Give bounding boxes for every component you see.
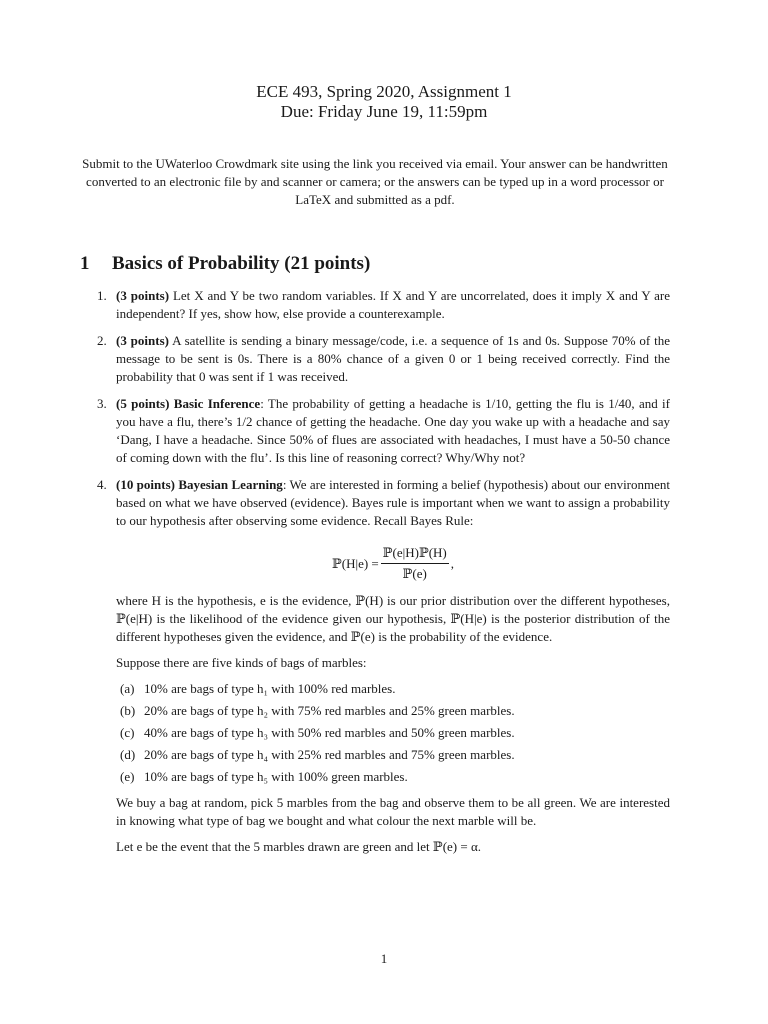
problem-points: (3 points) [116, 288, 170, 303]
event-definition: Let e be the event that the 5 marbles drawn are green and let ℙ(e) = α. [116, 839, 482, 854]
section-title: Basics of Probability (21 points) [112, 253, 371, 274]
bag-types-list [116, 680, 670, 786]
problem-points: (10 points) Bayesian Learning [116, 477, 283, 492]
section-number: 1 [80, 253, 90, 274]
problem-text [116, 287, 670, 323]
bag-type-text: 10% are bags of type h₁ with 100% red marbles. [144, 681, 396, 696]
problem-body: : The probability of getting a headache is 1/10, getting the flu is 1/40, and if you have a flu, there’s 1/2 chance of getting the headache. One day you wake up with a headache and say ‘Dang, I have a headache. Since 50% of flues are associated with headaches, I must have a 50-50 chance of coming down with the flu’. Is this line of reasoning correct? Why/Why not? [116, 396, 670, 465]
equation-numerator: ℙ(e|H)ℙ(H) [381, 544, 449, 564]
submission-instructions: Submit to the UWaterloo Crowdmark site using the link you received via email. Your answer can be handwritten converted to an electronic file by and scanner or camera; or the answers can be typed up in a word processor or LaTeX and submitted as a pdf. [82, 156, 668, 207]
problem-text [116, 476, 670, 530]
bag-type-label: (c) [120, 725, 135, 740]
equation-explanation: where H is the hypothesis, e is the evidence, ℙ(H) is our prior distribution over the different hypotheses, ℙ(e|H) is the likelihood of the evidence given our hypothesis, ℙ(H|e) is the posterior distribution of the different hypotheses given the evidence, and ℙ(e) is the probability of the evidence. [116, 593, 670, 644]
problem-body: : We are interested in forming a belief (hypothesis) about our environment based on what we have observed (evidence). Bayes rule is important when we want to assign a probability to our hypothesis after observing some evidence. Recall Bayes Rule: [116, 477, 671, 528]
bag-type-label: (a) [120, 681, 135, 696]
problem-2 [80, 332, 670, 386]
problem-text [116, 395, 670, 467]
equation-fraction [381, 544, 449, 583]
bayes-rule-equation [116, 544, 670, 582]
problem-list [80, 287, 670, 865]
problem-points: (5 points) Basic Inference [116, 396, 261, 411]
bag-types-intro: Suppose there are five kinds of bags of marbles: [116, 655, 367, 670]
problem-3 [80, 395, 670, 467]
bag-type-text: 20% are bags of type h₂ with 75% red marbles and 25% green marbles. [144, 703, 515, 718]
document-title [0, 82, 768, 122]
problem-points: (3 points) [116, 333, 169, 348]
bag-type-text: 40% are bags of type h₃ with 50% red marbles and 50% green marbles. [144, 725, 515, 740]
problem-number: 1. [97, 288, 107, 303]
bag-type-item [116, 702, 670, 720]
bag-type-text: 10% are bags of type h₅ with 100% green marbles. [144, 769, 408, 784]
problem-text [116, 332, 670, 386]
section-heading [80, 252, 680, 276]
page-number: 1 [380, 951, 388, 966]
bag-type-text: 20% are bags of type h₄ with 25% red marbles and 75% green marbles. [144, 747, 515, 762]
problem-body: A satellite is sending a binary message/code, i.e. a sequence of 1s and 0s. Suppose 70% of the message to be sent is 0s. There is a 80% chance of a given 0 or 1 being received correctly. Find the probability that 0 was sent if 1 was received. [116, 333, 670, 384]
problem-number: 4. [97, 477, 107, 492]
problem-4 [80, 476, 670, 856]
experiment-description: We buy a bag at random, pick 5 marbles from the bag and observe them to be all green. We are interested in knowing what type of bag we bought and what colour the next marble will be. [116, 795, 670, 828]
problem-number: 2. [97, 333, 107, 348]
title-line-course: ECE 493, Spring 2020, Assignment 1 [256, 82, 512, 101]
equation-denominator: ℙ(e) [402, 566, 427, 581]
problem-1 [80, 287, 670, 323]
bag-type-label: (b) [120, 703, 136, 718]
bag-type-item [116, 724, 670, 742]
title-line-due-date: Due: Friday June 19, 11:59pm [280, 102, 488, 121]
problem-body: Let X and Y be two random variables. If X and Y are uncorrelated, does it imply X and Y are independent? If yes, show how, else provide a counterexample. [116, 288, 671, 321]
equation-trail: , [450, 555, 455, 571]
bag-type-label: (e) [120, 769, 135, 784]
bag-type-item [116, 768, 670, 786]
bag-type-label: (d) [120, 747, 136, 762]
bag-type-item [116, 746, 670, 764]
equation-lhs: ℙ(H|e) = [331, 555, 379, 571]
bag-type-item [116, 680, 670, 698]
problem-number: 3. [97, 396, 107, 411]
